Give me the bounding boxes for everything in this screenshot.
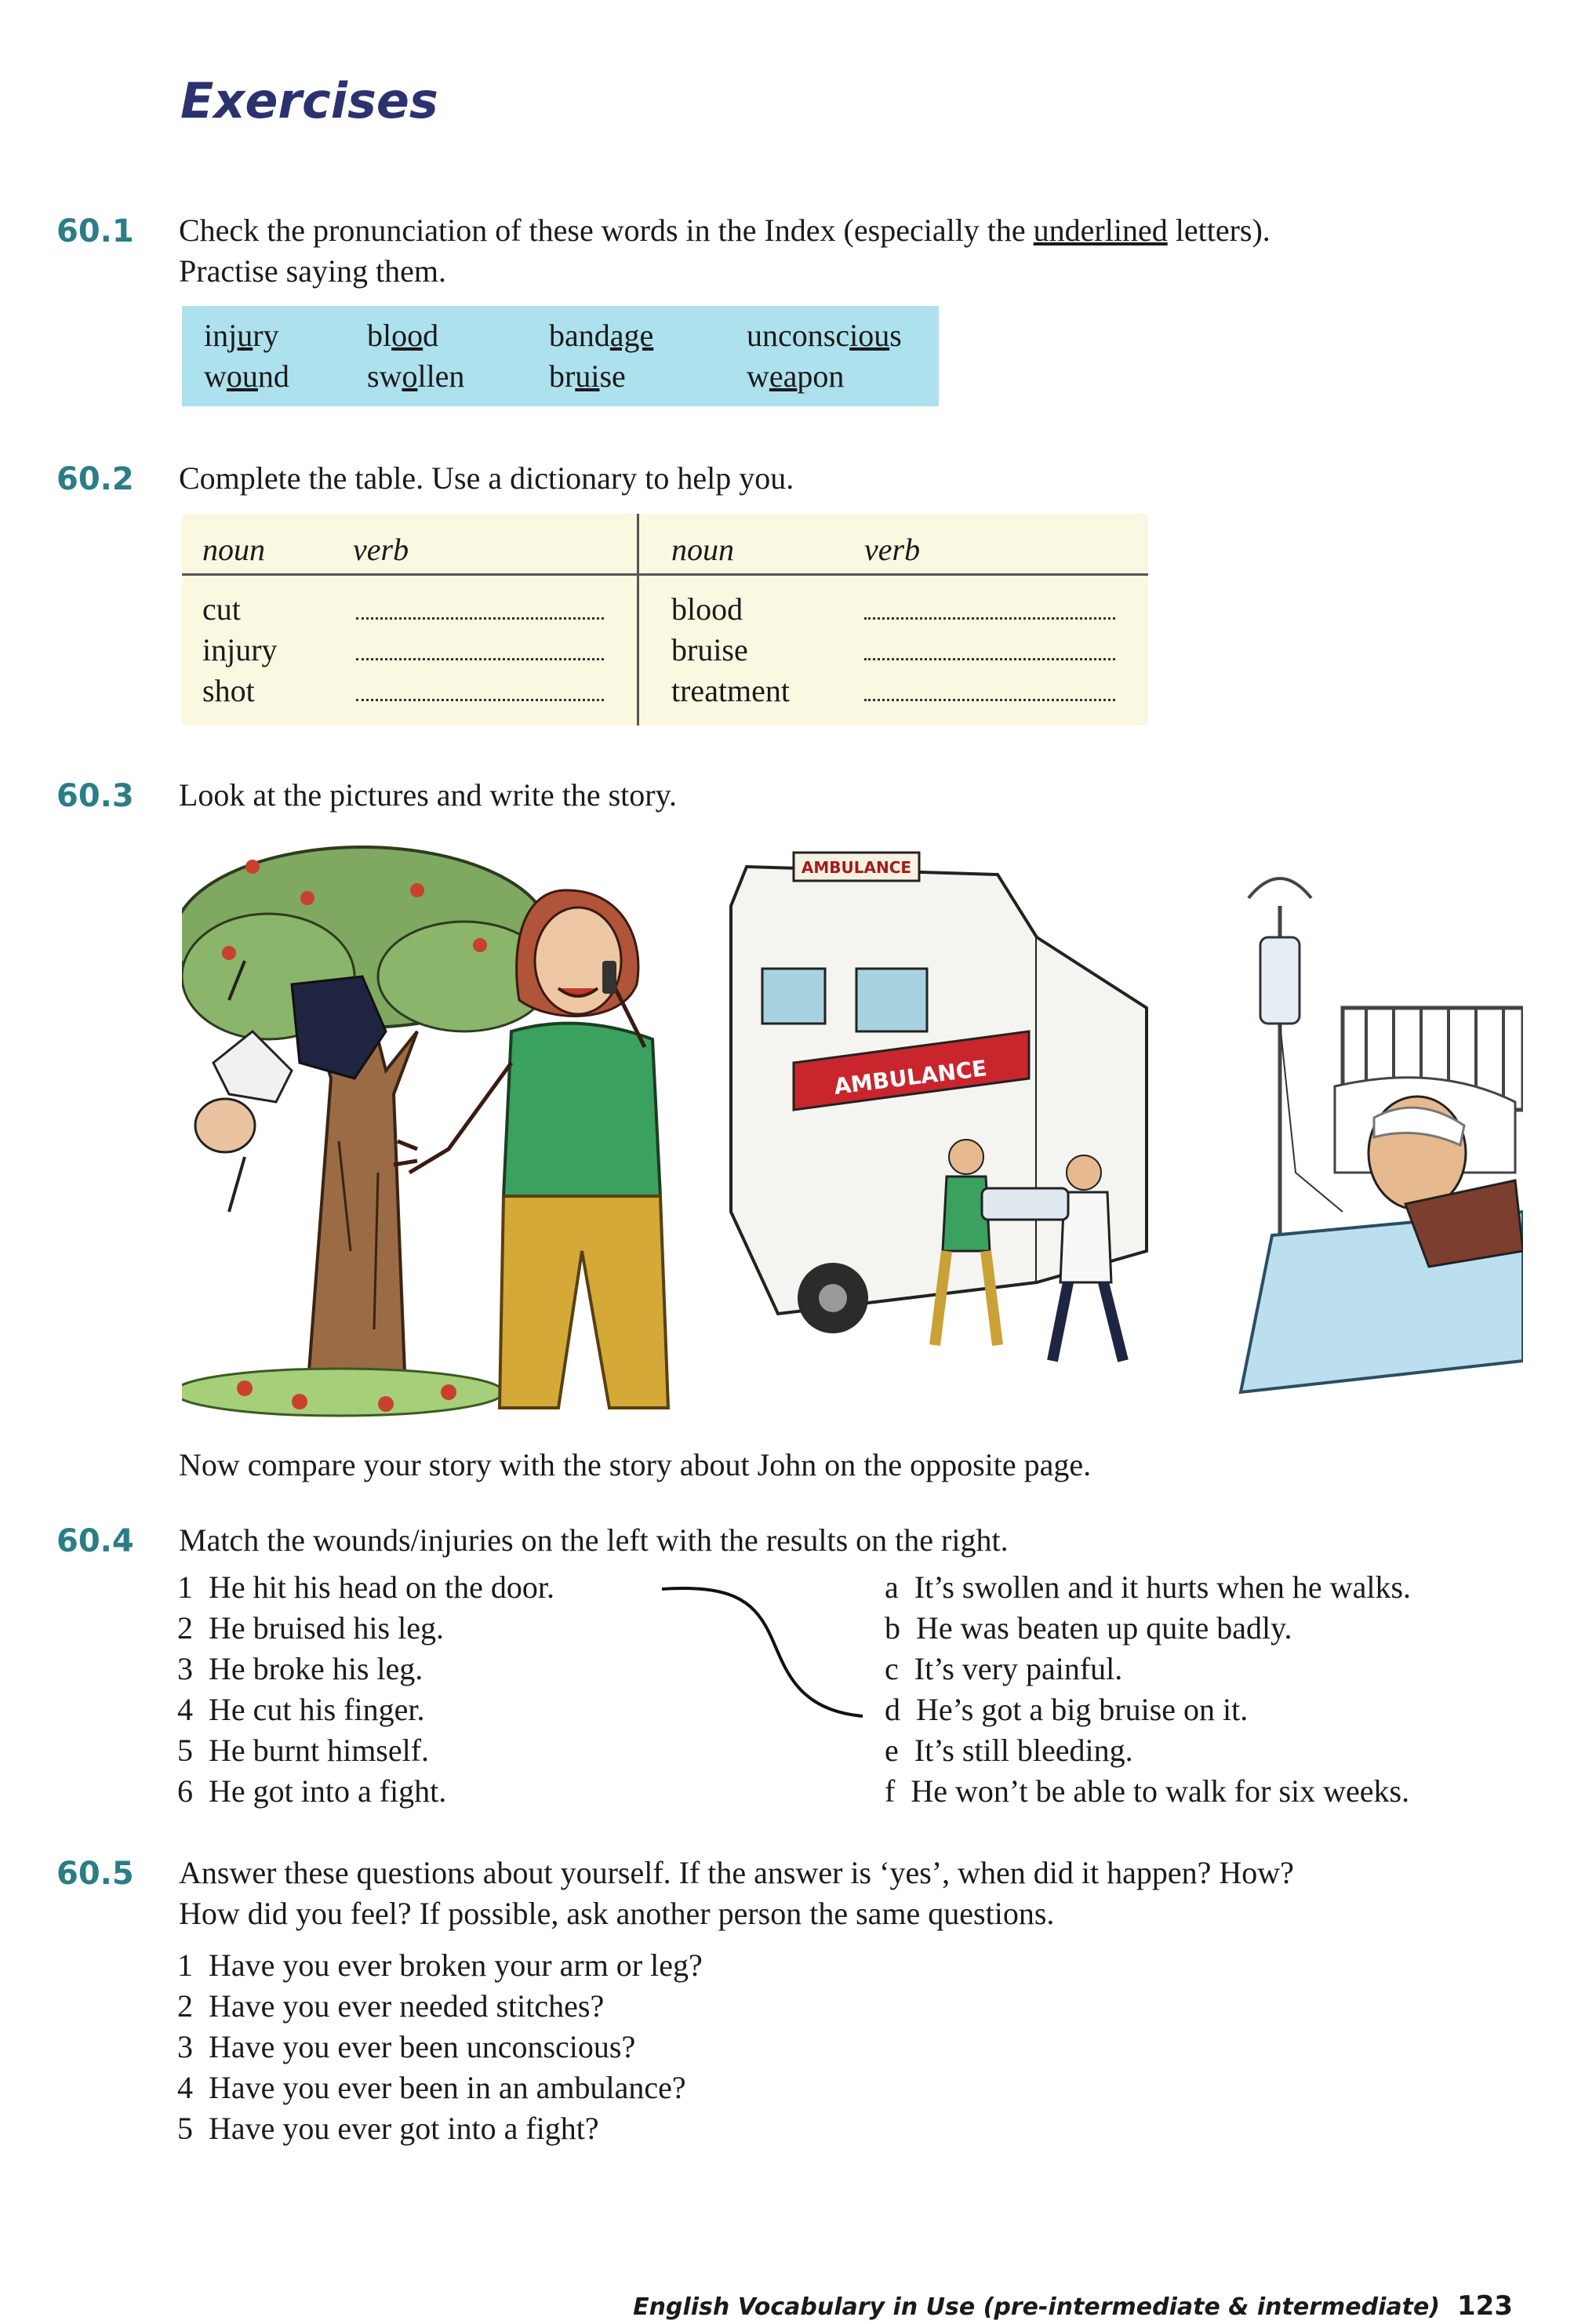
hospital-bed-illustration	[1241, 878, 1523, 1392]
list-item: d He’s got a big bruise on it.	[885, 1692, 1249, 1727]
list-item: 1 He hit his head on the door.	[177, 1569, 555, 1605]
list-item: 1 Have you ever broken your arm or leg?	[177, 1948, 703, 1983]
noun-verb-table	[182, 514, 1148, 726]
ambulance-roof-sign: AMBULANCE	[801, 858, 912, 877]
instruction-text: Check the pronunciation of these words in the Index (especially the	[179, 213, 1034, 248]
ambulance-side-text: AMBULANCE	[832, 1055, 989, 1100]
answer-blank[interactable]	[356, 699, 604, 701]
table-cell-noun: shot	[202, 673, 255, 708]
exercise-number-60-3: 60.3	[56, 778, 134, 814]
list-item: 3 Have you ever been unconscious?	[177, 2029, 636, 2064]
table-cell-noun: cut	[202, 591, 241, 627]
instruction-text: letters).	[1167, 213, 1270, 248]
exercise-number-60-1: 60.1	[56, 213, 134, 249]
word-wound: wound	[204, 358, 289, 394]
list-item: 6 He got into a fight.	[177, 1773, 447, 1809]
list-item: a It’s swollen and it hurts when he walks.	[885, 1569, 1412, 1605]
list-item: f He won’t be able to walk for six weeks.	[885, 1773, 1410, 1809]
page-footer	[633, 2290, 1513, 2322]
list-item: b He was beaten up quite badly.	[885, 1610, 1292, 1646]
table-header-noun: noun	[671, 532, 734, 567]
pronunciation-word-box	[182, 306, 939, 406]
table-center-divider	[637, 514, 639, 726]
page-title: Exercises	[180, 72, 438, 129]
exercise-60-3-follow-up: Now compare your story with the story about John on the opposite page.	[179, 1447, 1092, 1482]
story-illustration	[182, 843, 1523, 1424]
exercise-60-1-instruction	[179, 210, 1270, 292]
word-swollen: swollen	[367, 358, 465, 394]
table-header-verb: verb	[353, 532, 409, 567]
instruction-underlined-word: underlined	[1033, 213, 1168, 248]
instruction-text: Practise saying them.	[179, 253, 447, 289]
exercise-60-5-instruction: Answer these questions about yourself. If the answer is ‘yes’, when did it happen? How? How did you feel? If possible, ask another person the same questions.	[179, 1855, 1294, 1931]
page-number: 123	[1457, 2290, 1513, 2322]
list-item: 3 He broke his leg.	[177, 1651, 423, 1686]
word-injury: injury	[204, 318, 279, 353]
answer-blank[interactable]	[356, 658, 604, 660]
book-title: English Vocabulary in Use (pre-intermediate & intermediate)	[633, 2293, 1441, 2321]
word-blood: blood	[367, 318, 439, 353]
list-item: 4 Have you ever been in an ambulance?	[177, 2070, 686, 2105]
example-match-line	[651, 1577, 886, 1733]
exercise-number-60-2: 60.2	[56, 461, 134, 497]
exercise-number-60-4: 60.4	[56, 1523, 134, 1559]
table-header-noun: noun	[202, 532, 265, 567]
exercise-60-3-instruction: Look at the pictures and write the story.	[179, 777, 677, 813]
word-unconscious: unconscious	[747, 318, 902, 353]
exercise-60-2-instruction: Complete the table. Use a dictionary to help you.	[179, 460, 794, 496]
table-header-rule	[182, 573, 1148, 576]
answer-blank[interactable]	[356, 617, 604, 620]
list-item: 4 He cut his finger.	[177, 1692, 425, 1727]
list-item: 2 Have you ever needed stitches?	[177, 1988, 605, 2024]
answer-blank[interactable]	[864, 658, 1115, 660]
list-item: e It’s still bleeding.	[885, 1733, 1133, 1768]
list-item: 5 Have you ever got into a fight?	[177, 2111, 599, 2146]
apple-tree-illustration	[182, 847, 551, 1416]
table-cell-noun: injury	[202, 632, 278, 667]
list-item: 2 He bruised his leg.	[177, 1610, 444, 1646]
word-bandage: bandage	[549, 318, 654, 353]
table-cell-noun: blood	[671, 591, 743, 627]
word-weapon: weapon	[747, 358, 845, 394]
answer-blank[interactable]	[864, 699, 1115, 701]
exercise-60-4-instruction: Match the wounds/injuries on the left with the results on the right.	[179, 1522, 1009, 1558]
word-bruise: bruise	[549, 358, 626, 394]
table-cell-noun: treatment	[671, 673, 791, 708]
answer-blank[interactable]	[864, 617, 1115, 620]
results-list	[885, 1569, 1559, 1828]
list-item: c It’s very painful.	[885, 1651, 1123, 1686]
questions-list	[177, 1947, 1118, 2166]
exercise-number-60-5: 60.5	[56, 1856, 134, 1892]
ambulance-illustration	[731, 853, 1147, 1361]
list-item: 5 He burnt himself.	[177, 1733, 430, 1768]
table-cell-noun: bruise	[671, 632, 748, 667]
table-header-verb: verb	[864, 532, 921, 567]
